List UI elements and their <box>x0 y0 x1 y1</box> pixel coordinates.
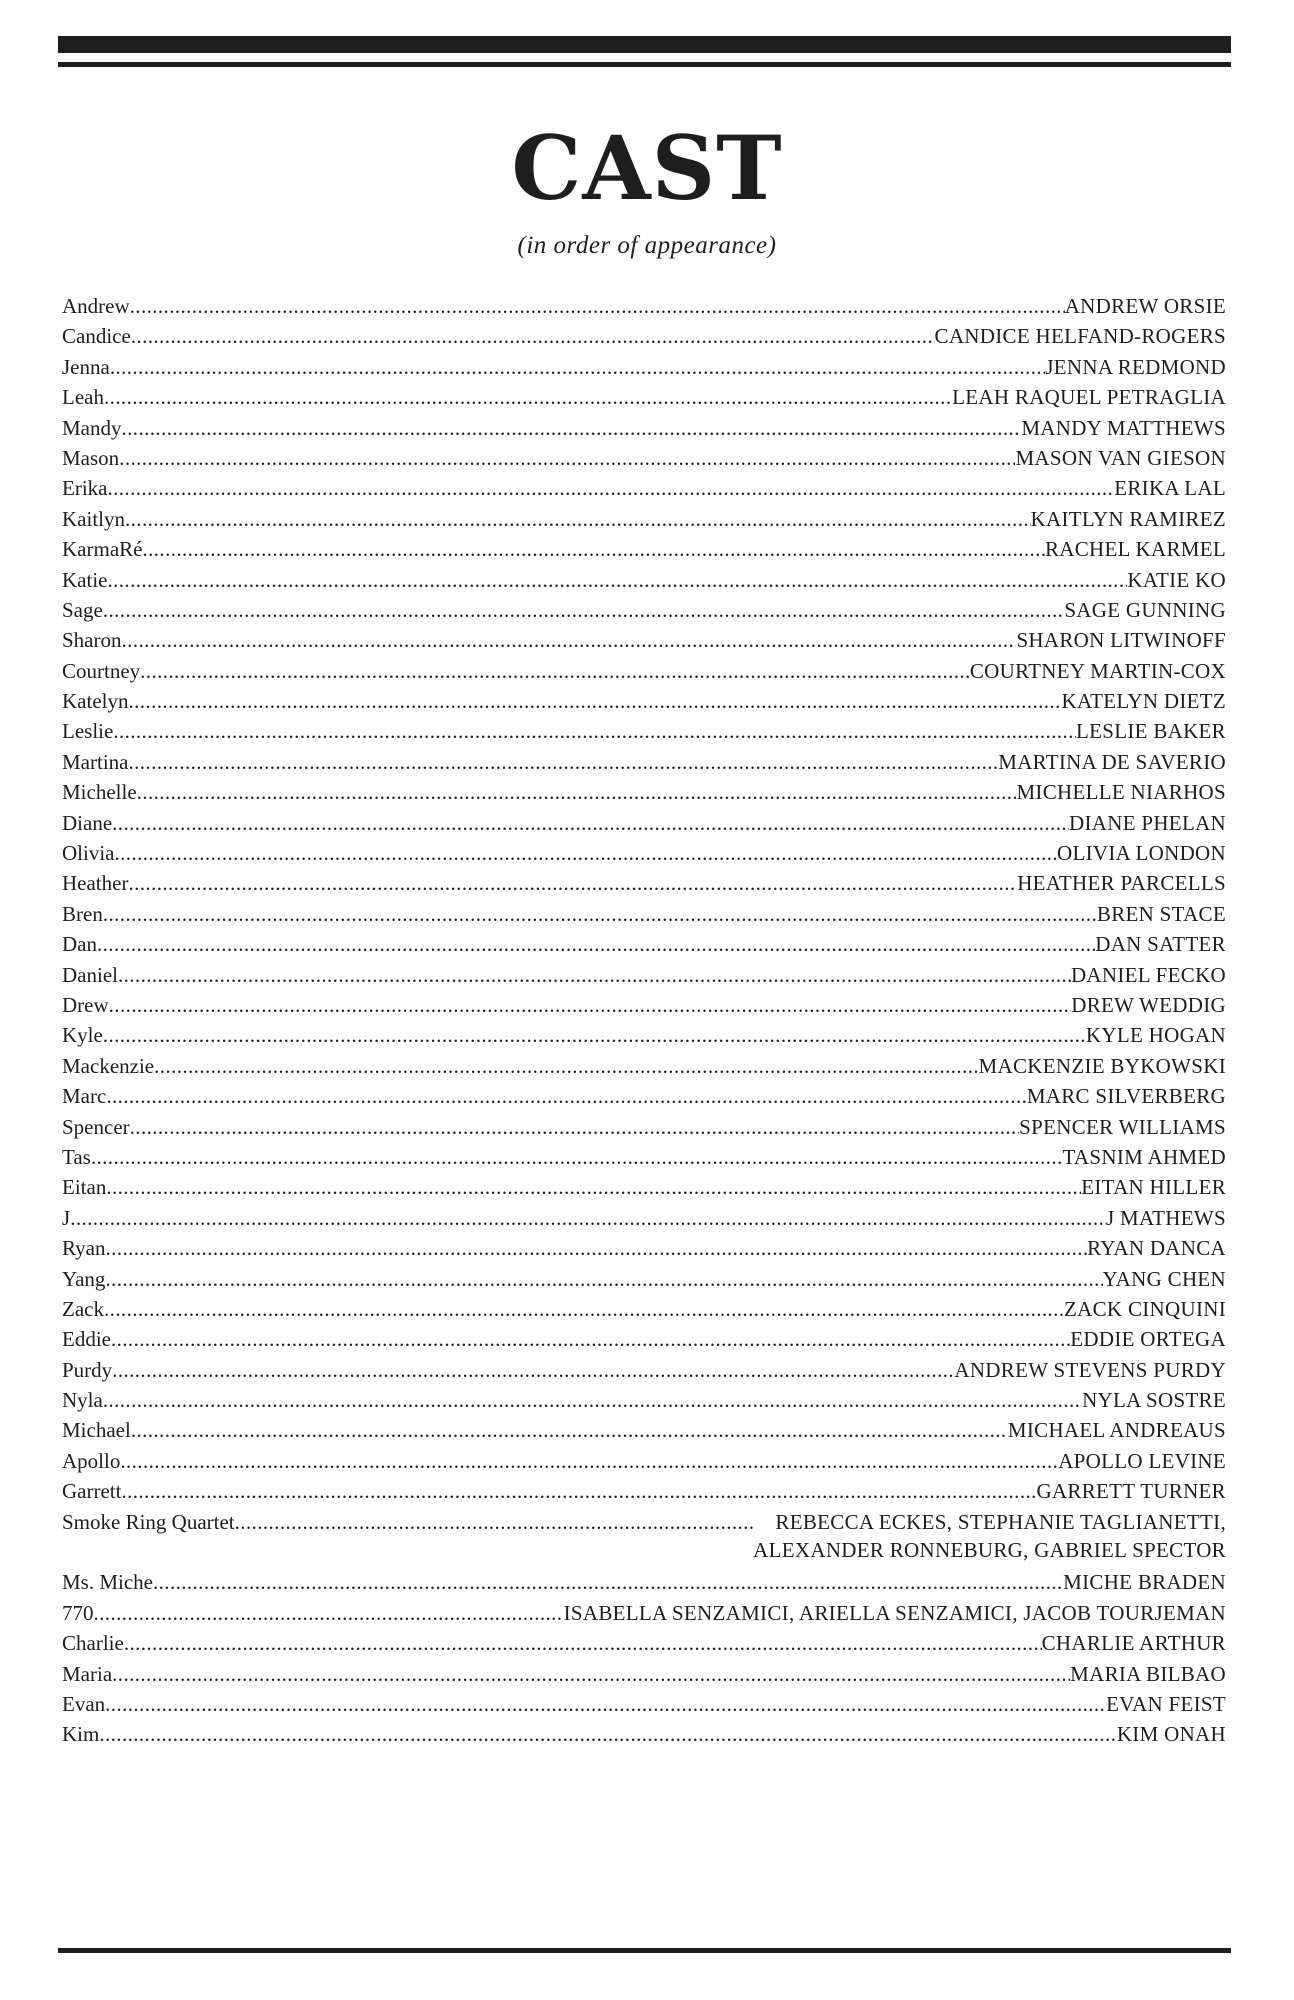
actor-name: BREN STACE <box>1096 901 1226 926</box>
role-name: Yang <box>62 1266 106 1291</box>
dot-leader <box>97 930 1095 958</box>
dot-leader <box>131 322 935 350</box>
role-name: Katelyn <box>62 689 129 714</box>
role-name: Charlie <box>62 1631 124 1656</box>
actor-name: LESLIE BAKER <box>1075 719 1226 744</box>
actor-name: RYAN DANCA <box>1087 1236 1226 1261</box>
role-name: Smoke Ring Quartet <box>62 1509 235 1534</box>
dot-leader <box>104 1295 1064 1323</box>
actor-name: ANDREW STEVENS PURDY <box>954 1357 1226 1382</box>
actor-name: DAN SATTER <box>1095 932 1226 957</box>
dot-leader <box>128 687 1061 715</box>
role-name: Garrett <box>62 1479 122 1504</box>
role-name: Ms. Miche <box>62 1570 153 1595</box>
actor-name: EITAN HILLER <box>1081 1175 1226 1200</box>
role-name: Martina <box>62 749 129 774</box>
cast-entry <box>62 1265 1226 1295</box>
bottom-rule <box>58 1948 1231 1953</box>
actor-name: EDDIE ORTEGA <box>1070 1327 1226 1352</box>
cast-entry <box>62 930 1226 960</box>
cast-entry <box>62 1447 1226 1477</box>
role-name: Michael <box>62 1418 131 1443</box>
dot-leader <box>125 505 1031 533</box>
dot-leader <box>130 292 1065 320</box>
dot-leader <box>130 1113 1020 1141</box>
actor-name: OLIVIA LONDON <box>1057 841 1226 866</box>
dot-leader <box>128 748 998 776</box>
dot-leader <box>122 626 1017 654</box>
role-name: Sage <box>62 597 103 622</box>
cast-entry <box>62 1508 1226 1569</box>
role-name: Sharon <box>62 628 122 653</box>
dot-leader <box>103 1021 1086 1049</box>
dot-leader <box>137 778 1017 806</box>
dot-leader <box>70 1204 1106 1232</box>
actor-name: MACKENZIE BYKOWSKI <box>978 1053 1226 1078</box>
actor-name: YANG CHEN <box>1102 1266 1226 1291</box>
role-name: Eitan <box>62 1175 107 1200</box>
actor-name: MARTINA DE SAVERIO <box>998 749 1226 774</box>
cast-entry <box>62 596 1226 626</box>
actor-name: ANDREW ORSIE <box>1064 294 1226 318</box>
cast-entry <box>62 535 1226 565</box>
cast-entry <box>62 414 1226 444</box>
actor-name: APOLLO LEVINE <box>1058 1448 1226 1473</box>
role-name: Mason <box>62 445 120 470</box>
role-name: Mandy <box>62 415 122 440</box>
cast-entry <box>62 961 1226 991</box>
actor-name: ISABELLA SENZAMICI, ARIELLA SENZAMICI, JACOB TOURJEMAN <box>563 1600 1226 1625</box>
cast-entry <box>62 1416 1226 1446</box>
cast-entry <box>62 1143 1226 1173</box>
actor-name: DIANE PHELAN <box>1069 810 1226 835</box>
dot-leader <box>140 657 970 685</box>
cast-entry <box>62 626 1226 656</box>
actor-name: COURTNEY MARTIN-COX <box>969 658 1226 683</box>
role-name: Evan <box>62 1691 106 1716</box>
dot-leader <box>124 1629 1042 1657</box>
role-name: Leah <box>62 385 104 410</box>
cast-entry <box>62 1386 1226 1416</box>
role-name: Marc <box>62 1084 107 1109</box>
dot-leader <box>107 474 1114 502</box>
dot-leader <box>122 414 1022 442</box>
dot-leader <box>112 1356 954 1384</box>
dot-leader <box>118 961 1071 989</box>
cast-entry <box>62 474 1226 504</box>
role-name: Kyle <box>62 1023 103 1048</box>
cast-entry <box>62 778 1226 808</box>
dot-leader <box>104 383 952 411</box>
role-name: Diane <box>62 810 113 835</box>
actor-name: REBECCA ECKES, STEPHANIE TAGLIANETTI, ALEXANDER RONNEBURG, GABRIEL SPECTOR <box>753 1509 1226 1562</box>
cast-entry <box>62 809 1226 839</box>
role-name: Andrew <box>62 294 130 318</box>
cast-entry <box>62 1690 1226 1720</box>
actor-name: MICHAEL ANDREAUS <box>1007 1418 1226 1443</box>
dot-leader <box>153 1568 1063 1596</box>
dot-leader <box>103 900 1097 928</box>
actor-name: MICHELLE NIARHOS <box>1016 780 1226 805</box>
role-name: Katie <box>62 567 108 592</box>
role-name: Courtney <box>62 658 141 683</box>
actor-name: MARIA BILBAO <box>1070 1661 1226 1686</box>
dot-leader <box>91 1143 1063 1171</box>
dot-leader <box>154 1052 978 1080</box>
cast-entry <box>62 1629 1226 1659</box>
role-name: Ryan <box>62 1236 106 1261</box>
role-name: Nyla <box>62 1388 103 1413</box>
cast-entry <box>62 687 1226 717</box>
actor-name: CHARLIE ARTHUR <box>1041 1631 1226 1656</box>
role-name: Olivia <box>62 841 115 866</box>
role-name: Michelle <box>62 780 137 805</box>
cast-entry <box>62 383 1226 413</box>
actor-name: NYLA SOSTRE <box>1082 1388 1226 1413</box>
dot-leader <box>106 1234 1088 1262</box>
dot-leader <box>115 839 1058 867</box>
actor-name: KYLE HOGAN <box>1085 1023 1226 1048</box>
top-rule-thin <box>58 62 1231 67</box>
actor-name: CANDICE HELFAND-ROGERS <box>934 324 1226 349</box>
dot-leader <box>112 809 1069 837</box>
role-name: Bren <box>62 901 103 926</box>
role-name: 770 <box>62 1600 94 1625</box>
cast-entry <box>62 1720 1226 1750</box>
actor-name: KATIE KO <box>1127 567 1226 592</box>
dot-leader <box>121 1477 1036 1505</box>
actor-name: SPENCER WILLIAMS <box>1019 1114 1226 1139</box>
role-name: Jenna <box>62 354 110 379</box>
cast-entry <box>62 1295 1226 1325</box>
actor-name: KIM ONAH <box>1116 1722 1226 1747</box>
actor-name: ZACK CINQUINI <box>1064 1296 1226 1321</box>
actor-name: ERIKA LAL <box>1114 476 1226 501</box>
actor-name: KAITLYN RAMIREZ <box>1030 506 1226 531</box>
actor-name: LEAH RAQUEL PETRAGLIA <box>952 385 1226 410</box>
dot-leader <box>103 596 1064 624</box>
dot-leader <box>110 353 1046 381</box>
actor-name: GARRETT TURNER <box>1036 1479 1226 1504</box>
actor-name: MARC SILVERBERG <box>1026 1084 1226 1109</box>
cast-entry <box>62 1113 1226 1143</box>
actor-name: DANIEL FECKO <box>1070 962 1226 987</box>
cast-entry <box>62 657 1226 687</box>
cast-entry <box>62 292 1226 322</box>
actor-name: SHARON LITWINOFF <box>1016 628 1226 653</box>
role-name: Eddie <box>62 1327 111 1352</box>
actor-name: JENNA REDMOND <box>1045 354 1226 379</box>
dot-leader <box>119 444 1015 472</box>
dot-leader <box>94 1599 564 1627</box>
actor-name: EVAN FEIST <box>1106 1691 1226 1716</box>
cast-entry <box>62 1052 1226 1082</box>
cast-entry <box>62 1204 1226 1234</box>
actor-name: J MATHEWS <box>1106 1205 1226 1230</box>
actor-name: MASON VAN GIESON <box>1015 445 1226 470</box>
dot-leader <box>120 1447 1058 1475</box>
top-rule-thick <box>58 36 1231 53</box>
role-name: Kim <box>62 1722 100 1747</box>
role-name: Dan <box>62 932 97 957</box>
role-name: Candice <box>62 324 131 349</box>
cast-entry <box>62 900 1226 930</box>
dot-leader <box>111 1325 1070 1353</box>
dot-leader <box>99 1720 1117 1748</box>
role-name: Purdy <box>62 1357 113 1382</box>
dot-leader <box>105 1690 1106 1718</box>
dot-leader <box>106 1082 1027 1110</box>
role-name: Spencer <box>62 1114 130 1139</box>
actor-name: HEATHER PARCELLS <box>1017 871 1226 896</box>
cast-entry <box>62 1356 1226 1386</box>
role-name: Tas <box>62 1144 91 1169</box>
dot-leader <box>128 869 1017 897</box>
cast-entry <box>62 1173 1226 1203</box>
cast-entry <box>62 869 1226 899</box>
cast-entry <box>62 566 1226 596</box>
cast-entry <box>62 505 1226 535</box>
role-name: Heather <box>62 871 129 896</box>
role-name: Apollo <box>62 1448 121 1473</box>
dot-leader <box>103 1386 1082 1414</box>
cast-entry <box>62 1599 1226 1629</box>
dot-leader <box>113 717 1076 745</box>
dot-leader <box>131 1416 1008 1444</box>
cast-entry <box>62 353 1226 383</box>
cast-entry <box>62 1325 1226 1355</box>
actor-name: MANDY MATTHEWS <box>1021 415 1226 440</box>
actor-name: SAGE GUNNING <box>1064 597 1226 622</box>
actor-name: TASNIM AHMED <box>1062 1144 1226 1169</box>
actor-name: KATELYN DIETZ <box>1061 689 1226 714</box>
dot-leader <box>107 566 1127 594</box>
dot-leader <box>235 1508 754 1536</box>
role-name: Kaitlyn <box>62 506 125 531</box>
cast-entry <box>62 1477 1226 1507</box>
dot-leader <box>106 1173 1081 1201</box>
cast-entry <box>62 1568 1226 1598</box>
dot-leader <box>142 535 1044 563</box>
role-name: Zack <box>62 1296 104 1321</box>
actor-name: MICHE BRADEN <box>1063 1570 1226 1595</box>
cast-entry <box>62 1660 1226 1690</box>
cast-entry <box>62 717 1226 747</box>
role-name: Erika <box>62 476 108 501</box>
role-name: KarmaRé <box>62 537 143 562</box>
dot-leader <box>109 991 1072 1019</box>
cast-entry <box>62 1234 1226 1264</box>
dot-leader <box>112 1660 1070 1688</box>
cast-entry <box>62 991 1226 1021</box>
role-name: Mackenzie <box>62 1053 155 1078</box>
actor-name: DREW WEDDIG <box>1071 992 1226 1017</box>
cast-list <box>62 292 1226 1751</box>
role-name: Leslie <box>62 719 114 744</box>
cast-entry <box>62 1082 1226 1112</box>
cast-entry <box>62 748 1226 778</box>
page-title: CAST <box>511 116 783 220</box>
cast-entry <box>62 839 1226 869</box>
cast-entry <box>62 444 1226 474</box>
role-name: Daniel <box>62 962 118 987</box>
role-name: Drew <box>62 992 109 1017</box>
cast-entry <box>62 1021 1226 1051</box>
cast-entry <box>62 322 1226 352</box>
role-name: J <box>62 1205 71 1230</box>
page-subtitle: (in order of appearance) <box>517 232 777 259</box>
actor-name: RACHEL KARMEL <box>1044 537 1226 562</box>
role-name: Maria <box>62 1661 113 1686</box>
dot-leader <box>105 1265 1102 1293</box>
